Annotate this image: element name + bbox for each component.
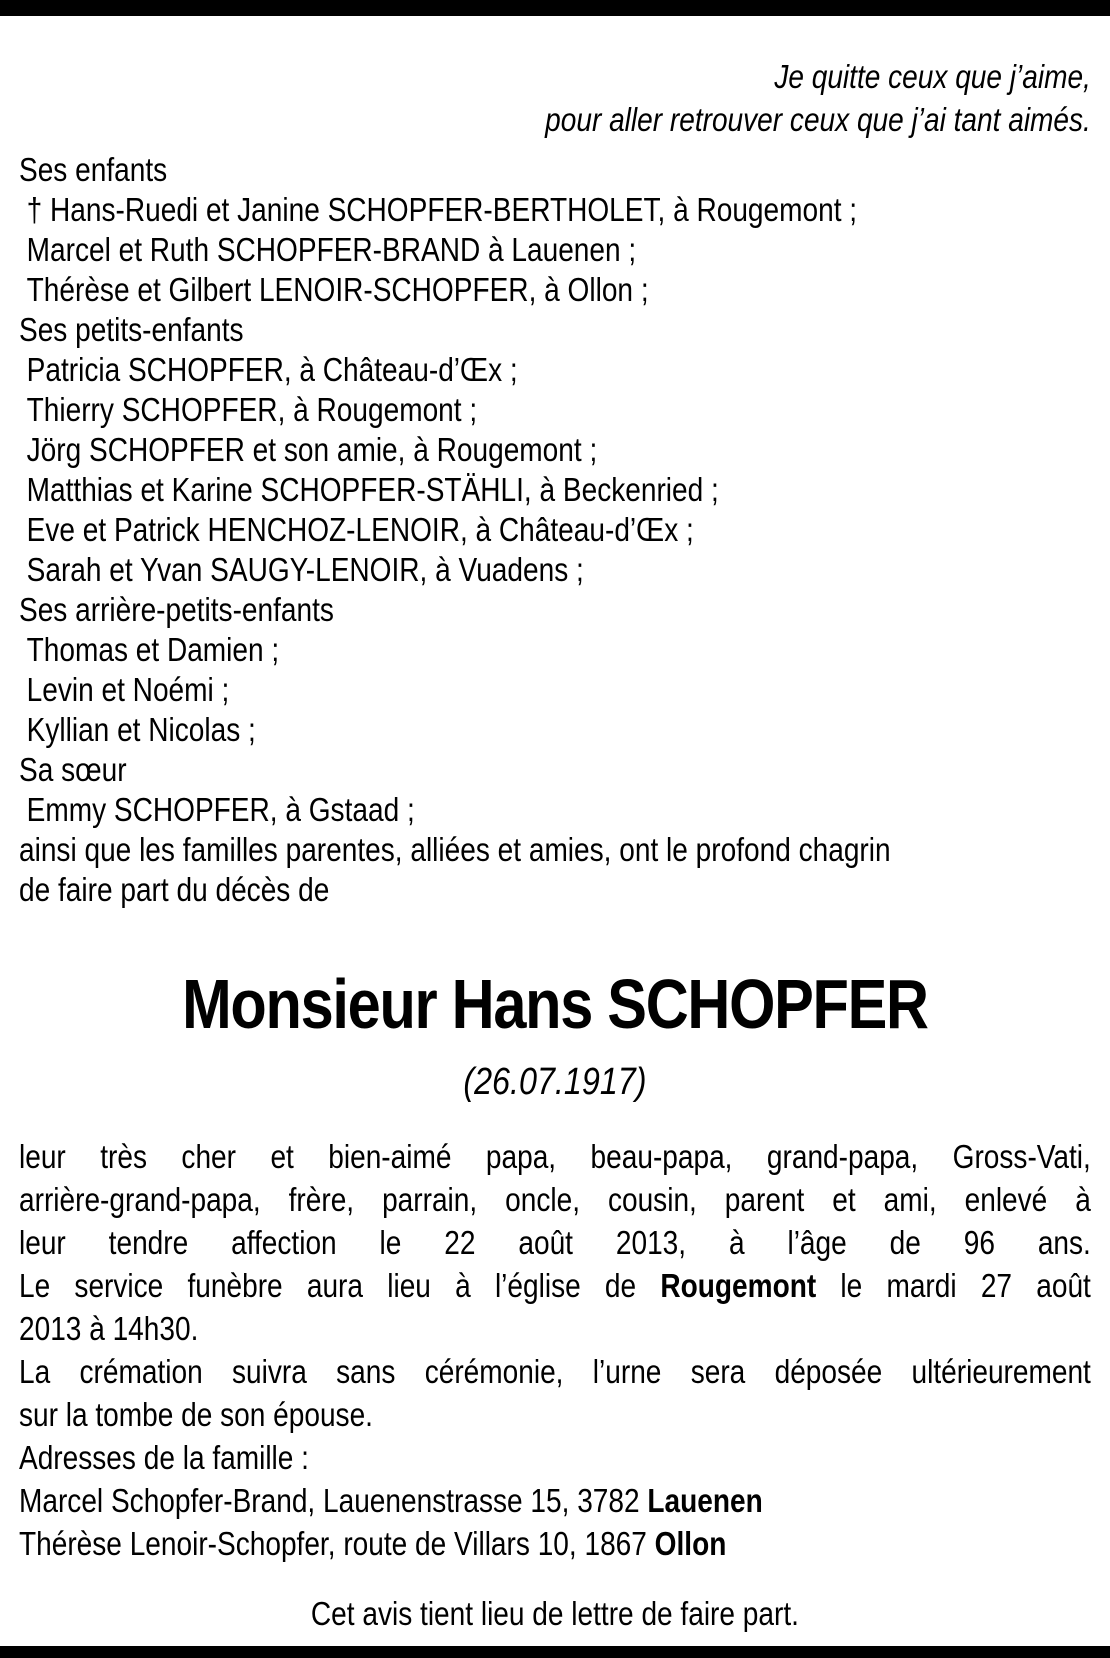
notice-text: sur la tombe de son épouse. <box>19 1396 373 1433</box>
family-member-line: Thierry SCHOPFER, à Rougemont ; <box>26 391 478 428</box>
notice-line <box>19 1221 1091 1264</box>
family-closing-line: de faire part du décès de <box>19 871 330 908</box>
notice-line <box>19 1479 1091 1522</box>
notice-text: 2013 à 14h30. <box>19 1310 199 1347</box>
notice-paragraphs <box>19 1135 1091 1565</box>
family-member-line: Thérèse et Gilbert LENOIR-SCHOPFER, à Ollon ; <box>26 271 649 308</box>
notice-line <box>19 1350 1091 1393</box>
family-group-header: Ses petits-enfants <box>19 311 244 348</box>
family-member-line: Kyllian et Nicolas ; <box>26 711 256 748</box>
family-member-line: Emmy SCHOPFER, à Gstaad ; <box>26 791 415 828</box>
notice-text: leur très cher et bien-aimé papa, beau-papa, grand-papa, Gross-Vati, <box>19 1138 1091 1175</box>
family-member-line: Eve et Patrick HENCHOZ-LENOIR, à Château-d’Œx ; <box>26 511 694 548</box>
family-member-line: Jörg SCHOPFER et son amie, à Rougemont ; <box>26 431 598 468</box>
family-member-line: Marcel et Ruth SCHOPFER-BRAND à Lauenen ; <box>26 231 637 268</box>
notice-bold-text: Ollon <box>654 1525 727 1562</box>
top-border-bar <box>0 0 1110 16</box>
notice-line <box>19 1307 1091 1350</box>
notice-text: arrière-grand-papa, frère, parrain, oncle, cousin, parent et ami, enlevé à <box>19 1181 1091 1218</box>
notice-bold-text: Rougemont <box>660 1267 817 1304</box>
family-group-header: Sa sœur <box>19 751 127 788</box>
birth-date: (26.07.1917) <box>463 1061 647 1103</box>
family-group-header: Ses enfants <box>19 151 168 188</box>
notice-line <box>19 1178 1091 1221</box>
notice-line <box>19 1522 1091 1565</box>
notice-line <box>19 1264 1091 1307</box>
notice-line <box>19 1135 1091 1178</box>
family-closing-line: ainsi que les familles parentes, alliées et amies, ont le profond chagrin <box>19 831 891 868</box>
notice-text: Marcel Schopfer-Brand, Lauenenstrasse 15, 3782 <box>19 1482 648 1519</box>
deceased-name-text: Monsieur Hans SCHOPFER <box>182 965 928 1043</box>
notice-bold-text: Lauenen <box>647 1482 763 1519</box>
bottom-border-bar <box>0 1646 1110 1658</box>
family-member-line: Levin et Noémi ; <box>26 671 230 708</box>
family-member-line: Patricia SCHOPFER, à Château-d’Œx ; <box>26 351 518 388</box>
notice-text: Le service funèbre aura lieu à l’église de <box>19 1267 661 1304</box>
family-member-line: Matthias et Karine SCHOPFER-STÄHLI, à Beckenried ; <box>26 471 719 508</box>
footer-line: Cet avis tient lieu de lettre de faire part. <box>310 1595 799 1632</box>
family-member-line: Thomas et Damien ; <box>26 631 280 668</box>
epigraph-line-1: Je quitte ceux que j’aime, <box>774 58 1091 95</box>
family-list <box>19 150 1091 910</box>
family-member-line: † Hans-Ruedi et Janine SCHOPFER-BERTHOLET, à Rougemont ; <box>26 191 858 228</box>
epigraph-line-2: pour aller retrouver ceux que j’ai tant aimés. <box>545 101 1091 138</box>
family-member-line: Sarah et Yvan SAUGY-LENOIR, à Vuadens ; <box>26 551 584 588</box>
notice-text: leur tendre affection le 22 août 2013, à l’âge de 96 ans. <box>19 1224 1091 1261</box>
notice-line <box>19 1393 1091 1436</box>
notice-text: le mardi 27 août <box>816 1267 1091 1304</box>
notice-line <box>19 1436 1091 1479</box>
deceased-name-title <box>19 965 1091 1043</box>
notice-text: Adresses de la famille : <box>19 1439 309 1476</box>
epigraph <box>19 55 1091 141</box>
notice-column <box>19 16 1091 1635</box>
notice-text: Thérèse Lenoir-Schopfer, route de Villars 10, 1867 <box>19 1525 655 1562</box>
notice-text: La crémation suivra sans cérémonie, l’urne sera déposée ultérieurement <box>19 1353 1091 1390</box>
family-group-header: Ses arrière-petits-enfants <box>19 591 334 628</box>
